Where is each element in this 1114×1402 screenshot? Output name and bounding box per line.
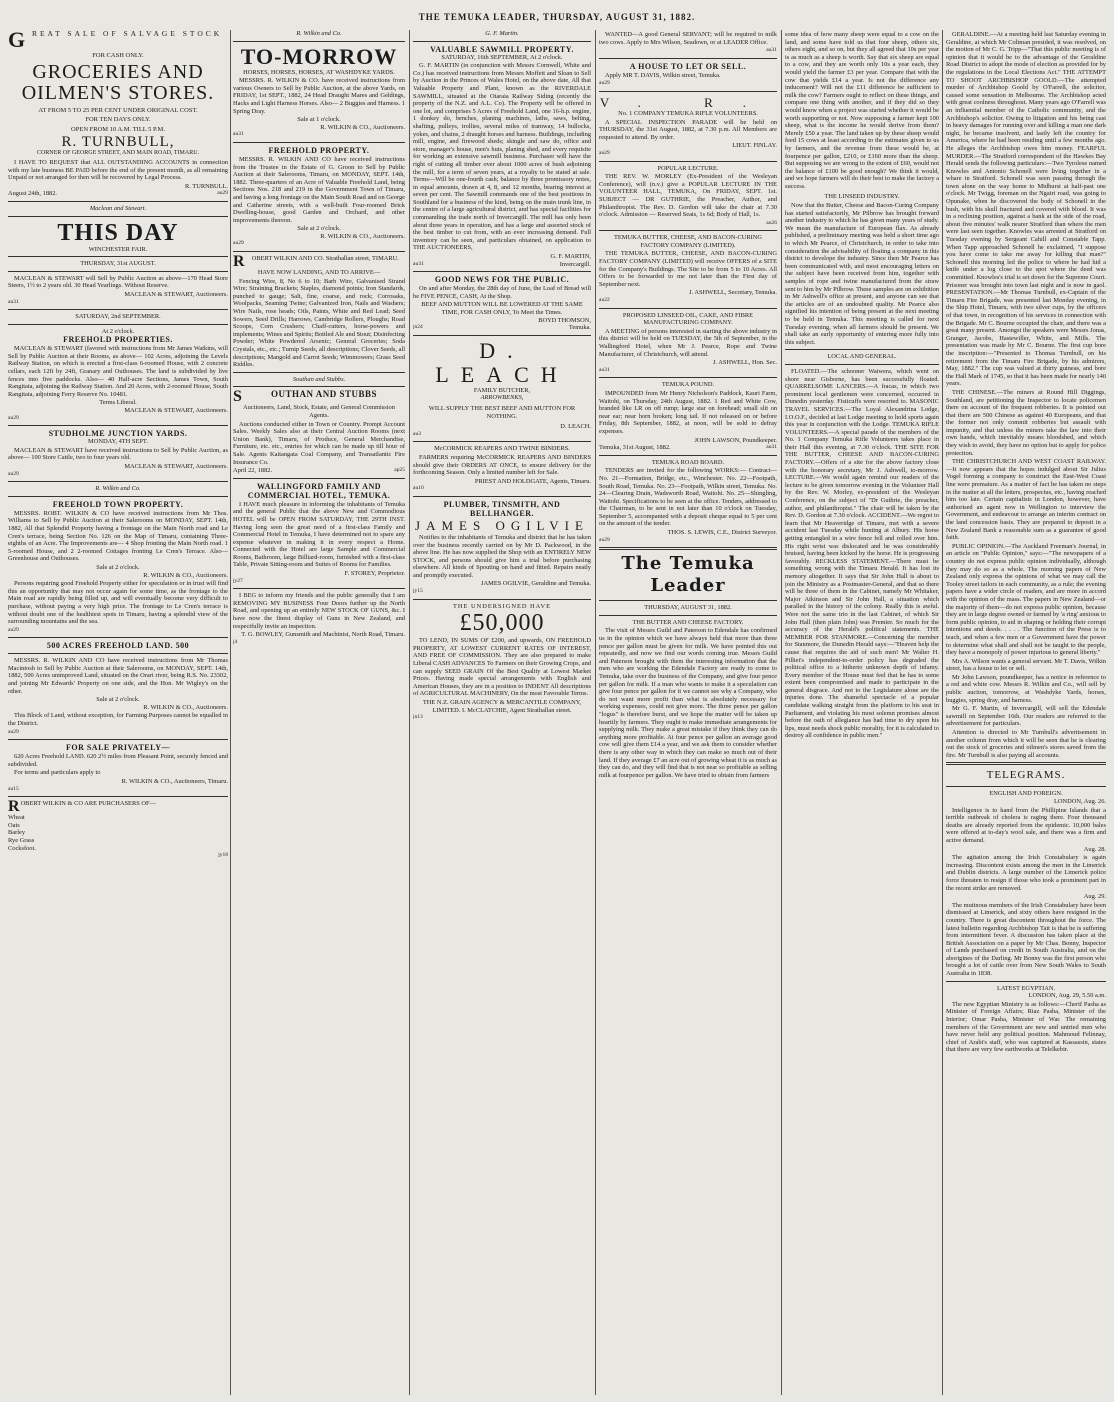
ad-line: OPEN FROM 10 A.M. TILL 5 P.M. [71, 125, 165, 133]
column-rule [409, 30, 410, 1395]
ad-body: MACLEAN & STEWART will Sell by Public Auction as above—170 Head Store Steers, 1½ to 2 years old. 30 Head Yearlings. Without Reserve. [8, 274, 228, 290]
product-list [8, 814, 228, 852]
article-title: THE LINSEED INDUSTRY. [824, 193, 900, 201]
ad-line: Sale at 2 o'clock. [96, 563, 140, 571]
ad-body: Persons requiring good Freehold Property either for speculation or in trust will find this an opportunity that may not occur again for some time, as the frontage to the Main road are rapidly being filled up, and will eventually become very difficult to purchase, without paying a very high price. The frontage to Le Cren's terrace is without doubt one of the healthiest spots in Timaru, having a splendid view of the surrounding mountains and the sea. [8, 580, 228, 626]
ad-line: Auctioneers, Land, Stock, Estate, and General Commission Agents. [243, 404, 395, 419]
ad-tag: jy15 [413, 588, 423, 595]
ad-body: For terms and particulars apply to [14, 769, 101, 777]
ad-title: OBERT WILKIN & CO ARE PURCHASERS OF— [20, 800, 156, 808]
column-5 [785, 30, 939, 1395]
ad-body: This Block of Land, without exception, for Farming Purposes cannot be equalled in the District. [8, 712, 228, 728]
ad-signature: T. G. BOWLEY, Gunsmith and Machinist, North Road, Timaru. [241, 631, 405, 639]
ad-title: OBERT WILKIN AND CO. Strathallan street, TIMARU. [251, 255, 399, 263]
ad-tag: jy27 [233, 577, 243, 584]
ad-groceries [8, 30, 228, 198]
ad-signature: R. WILKIN & CO., Auctioneers. [320, 123, 405, 131]
dateline: LONDON, Aug. 26. [1053, 798, 1106, 805]
ad-body: A SPECIAL INSPECTION PARADE will be held on THURSDAY, the 31st August, 1882, at 7.30 p.m. All Members are requested to attend. By order. [599, 118, 777, 141]
article-subtitle: ENGLISH AND FOREIGN. [989, 790, 1063, 798]
dropcap: R [8, 798, 20, 816]
ad-body: THE TEMUKA BUTTER, CHEESE, AND BACON-CURING FACTORY COMPANY (LIMITED) will receive OFFERS of a SITE for the Company's Buildings. The Site to be from 5 to 10 Acres. All Offers to be forwarded to me not later than the First day of September next. [599, 250, 777, 288]
ad-signature: LIEUT. FINLAY. [732, 142, 777, 150]
article-title: TELEGRAMS. [986, 769, 1066, 782]
ad-line: SATURDAY, 2nd SEPTEMBER. [75, 313, 161, 321]
ad-title: FREEHOLD PROPERTY. [268, 145, 370, 155]
ad-line: Invercargill. [559, 260, 591, 268]
ad-title: McCORMICK REAPERS AND TWINE BINDERS. [434, 445, 570, 453]
ad-tag: au29 [8, 414, 19, 421]
ad-body: Notifies to the inhabitants of Temuka and district that he has taken over the business recently carried on by Mr D. Packwood, in the above line. He has now supplied the Shop with an ENTIRELY NEW STOCK, and persons should give him a trial before purchasing elsewhere. All kinds of Spouting on hand and fitted. Repairs neatly and promptly executed. [413, 533, 591, 579]
ad-body: A MEETING of persons interested in starting the above industry in this district will be held on TUESDAY, the 5th of September, in the Wallingford Hotel, when Mr J. Pearce, Rope and Twine Manufacturer, of Christchurch, will attend. [599, 327, 777, 358]
ad-line: HORSES, HORSES, HORSES, AT WASHDYKE YARDS. [243, 68, 395, 76]
ad-tag: au31 [766, 444, 777, 451]
article-body: PUBLIC OPINION.—The Auckland Freeman's Journal, in an article on "Public Opinion," says:—"The newspapers of a country do not express public opinion individually, although they may do so as a whole. The morning papers of New Zealand only express the opinions of what we may call the Tooley street tailors in each community, as a rule; the evening papers have a wider circle of readers, and are more in accord with the opinion of the mass. The papers in New Zealand—or the majority of them—do not express public opinion, because they are in large degree owned or farmed by 'a ring' anxious to form public opinion, to aid in shaping or holding their corrupt intentions and deeds. . . . . The function of the Press is to teach, and when a few men or a Government have the power to determine what shall and shall not be taught to the people, they have a monopoly of power injurious to general liberty." [946, 542, 1106, 657]
ad-title: OUTHAN AND STUBBS [270, 389, 377, 400]
column-1 [8, 30, 228, 1395]
ad-title: PROPOSED LINSEED OIL, CAKE, AND FIBRE MANUFACTURING COMPANY. [622, 311, 754, 327]
ad-title: WALLINGFORD FAMILY AND COMMERCIAL HOTEL, TEMUKA. [247, 481, 391, 500]
ad-body: On and after Monday, the 28th day of June, the Loaf of Bread will be FIVE PENCE, CASH, At the Shop. [413, 285, 591, 300]
ad-line: Sale at 2 o'clock. [96, 696, 140, 704]
article-title: LATEST EGYPTIAN. [996, 984, 1056, 992]
section-header: R. Wilkin and Co. [296, 30, 342, 37]
column-rule [942, 30, 943, 1395]
ad-signature: D. LEACH. [560, 423, 591, 431]
ad-signature: R. TURNBULL. [184, 182, 228, 190]
section-header: R. Wilkin and Co. [95, 485, 141, 493]
ad-date: April 22, 1882. [233, 467, 273, 475]
ad-line: Sale at 1 o'clock. [297, 116, 341, 124]
ad-tag: au29 [599, 536, 610, 543]
ad-body: MESSRS. R. WILKIN AND CO have received instructions from Mr Thomas Macintosh to Sell by Public Auction at their Salerooms, on MONDAY, SEPT. 14th, 1882, 500 Acres unimproved Land, situated on the Orari river, being R.S. No. 23302, and joining Mr Edwards' Property on one side, and the Hon. Mr Wigley's on the other. [8, 657, 228, 695]
ad-signature: J. ASHWELL, Hon. Sec. [712, 359, 777, 367]
ad-signature: THE N.Z. GRAIN AGENCY & MERCANTILE COMPANY, LIMITED. I. McCLATCHIE, Agent Strathallan street. [422, 699, 582, 714]
ad-tag: au31 [413, 260, 424, 267]
list-item: Wheat [8, 814, 25, 822]
section-header: Maclean and Stewart. [89, 204, 147, 212]
dropcap: G [8, 30, 26, 52]
ad-signature: R. WILKIN & CO., Auctioneers. [143, 571, 228, 579]
ad-tag: jn13 [413, 714, 423, 721]
ad-title: THE UNDERSIGNED HAVE [453, 602, 551, 610]
issue-date: THURSDAY, AUGUST 31, 1882. [644, 604, 732, 612]
ad-title: 500 ACRES FREEHOLD LAND. 500 [46, 641, 190, 651]
ad-line: SATURDAY, 16th SEPTEMBER, At 2 o'clock. [441, 53, 563, 61]
ad-line: At 2 o'clock. [101, 327, 135, 335]
ad-title: FREEHOLD PROPERTIES. [63, 335, 173, 345]
ad-signature: JOHN LAWSON, Poundkeeper. [694, 436, 777, 444]
ad-line: Terms Liberal. [99, 399, 137, 407]
ad-body: TENDERS are invited for the following WORKS:— Contract— No. 21—Formation, Bridge, etc., Winchester. No. 22—Footpath, South Road, Temuka. No. 23—Footpath, Wilkin street, Temuka. No. 24—Clearing Drain, Wadsworth Road, Waitohi. No. 25—Shingling, Waitohi. Specifications to be seen at the office. Tenders, addressed to the Chairman, to be sent in not later than 10 o'clock on Tuesday, September 5, accompanied with a deposit cheque equal to 5 per cent on the amount of the tender. [599, 467, 777, 528]
ad-title: GOOD NEWS FOR THE PUBLIC. [434, 275, 570, 285]
ad-tag: au29 [8, 470, 19, 477]
ad-body: 620 Acres Freehold LAND. 620 2½ miles from Pleasant Point, securely fenced and subdivided. [8, 753, 228, 768]
column-2 [233, 30, 405, 1395]
ad-title: No. 1 COMPANY TEMUKA RIFLE VOLUNTEERS. [618, 109, 758, 117]
article-title: THE BUTTER AND CHEESE FACTORY. [632, 618, 744, 626]
section-header: Southan and Stubbs. [292, 375, 346, 383]
ad-body: I BEG to inform my friends and the public generally that I am REMOVING MY BUSINESS Four Doors further up the North Road, and opening up an entirely NEW STOCK OF GUNS, &c. I have now the finest display of Guns in New Zealand, and respectfully invite an inspection. [233, 592, 405, 630]
article-body: The new Egyptian Ministry is as follows:—Cherif Pasha as Minister of Foreign Affairs; Riaz Pasha, Minister of the Interior; Omar Pasha, Minister of War. The remaining members of the Government are new and untried men who have never held any political position. Mahmoud Felinnay, chief of Arabi's staff, who was captured at Kassassin, states that there are very few earthworks at Telelkebir. [946, 1000, 1106, 1054]
ad-body: Apply MR T. DAVIS, Wilkin street, Temuka. [605, 71, 721, 79]
ad-line: THURSDAY, 31st AUGUST. [80, 260, 156, 268]
ad-title: FOR SALE PRIVATELY— [65, 743, 171, 753]
article-body: THE CHRISTCHURCH AND WEST COAST RAILWAY.—It now appears that the hopes indulged about Sir Julius Vogel forming a company to construct the East-West Coast line were premature. As a matter of fact he has taken no steps in the matter at all the letters, prospectus, etc., having reached him too late. Certain capitalists in London, however, have authorised an agent now in Wellington to interview the Government, and endeavour to arrange an interim contract on the land concession basis. They are prepared to deposit in a New Zealand Bank a reasonable sum as a guarantee of good faith. [946, 458, 1106, 542]
ad-line: FOR TEN DAYS ONLY. [85, 116, 151, 124]
column-rule [230, 30, 231, 1395]
column-3 [413, 30, 591, 1395]
ad-signature: G. F. MARTIN, [550, 253, 591, 261]
ad-signature: R. WILKIN & CO., Auctioneers. [320, 232, 405, 240]
ad-body: FARMERS requiring McCORMICK REAPERS AND BINDERS should give their ORDERS AT ONCE, to ensure delivery for the forthcoming Season. Only a limited number left for Sale. [413, 453, 591, 477]
list-item: Barley [8, 829, 26, 837]
article-body: GERALDINE.—At a meeting held last Saturday evening in Geraldine, at which Mr Coltman presided, it was resolved, on the motion of Mr C. G. Tripp—"That this public meeting is of opinion that it would be to the advantage of the Geraldine Road District to adopt the mode of election as provided for by the regulations in the Local Elections Act." THE ATTEMPT TO SHOOT ARCHBISHOP GOOLD.—The attempted murder of Archbishop Goold by O'Farrell, the solicitor, caused some sensation in Melbourne. The Archbishop acted with great coolness throughout. Many years ago O'Farrell was an influential member of the Catholic community, and the Archbishop's solicitor. Owing to litigation and his being cast in heavy damages for running over and killing a man one dark night, he became insolvent, and lastly left the country for America, where he had been residing until a few months ago. He alleges the Archbishop owes him money. FEARFUL MURDER.—The Stratford correspondent of the Hawkes Bay Herald sends the following particulars:—Two Tyrolese named Knowles and Antonio Schonell were living together in a whare in Stratford. Schonell was seen passing through the town alone on the way home to Midhurst at half-past one o'clock. Mr Twigg, foreman on the Ngairi road, was going to Opunake, when he discovered the body of Schonell in the bush, with his skull fractured and covered with blood. It was in a reclining position, against a bank at the side of the road, about five minutes' walk nearer Stratford than where the men were last seen together. Knowles was arrested at Stratford on Tuesday evening by Sergeant Cahill and Constable Tapp. When Tapp approached Schonell he exclaimed, "I suppose you have come to take me away for killing that man?" Schonell this morning led the police to where he had hid a knife under a log close to the spot where the deed was committed. Knowles's trial is set down for the Supreme Court. Prisoner was brought into town last night and is now in gaol. PRESENTATION.—Mr Thomas Turnbull, ex-Captain of the Timaru Fire Brigade, was presented last Monday evening, in the Ship Hotel, Timaru, with two silver cups, by the officers of that town, in recognition of his services in connection with the Brigade. Mr C. Bourne occupied the chair, and there was a great many present. Amongst the speakers were Messrs Jonas, Granger, Jacobs, Hastewiller, White, and Mills. The presentation was made by Mr C. Bourne. The first cup bore the inscription:—"Presented to Thomas Turnbull, on his retirement from the Timaru Fire Brigade, by his admirers, May, 1882." The cup was valued at thirty guineas, and bore the Hall Mark of 1745, so that it has been made for nearly 140 years. [946, 31, 1106, 388]
dropcap: S [233, 388, 242, 406]
dateline: Aug. 29. [1083, 893, 1106, 901]
ad-body: MACLEAN & STEWART have received instructions to Sell by Public Auction, as above— 100 Store Cattle, two to four years old. [8, 446, 228, 462]
ad-body: I HAVE much pleasure in informing the inhabitants of Temuka and the general Public that the above New and Commodious HOTEL will be OPEN FROM SATURDAY, THE 29TH INST. Having long seen the great need of a first-class Family and Commercial Hotel in Temuka, I have determined not to spare any expense whatever in making it in every respect a Home. Connected with the Hotel are large Sample and Commercial Rooms, Bathroom, large Billiard-room, furnished with a first-class Table, Private Sitting-room and Suites of Rooms for Families. [233, 500, 405, 569]
column-6 [946, 30, 1106, 1395]
ad-name: R. TURNBULL, [61, 134, 175, 151]
ad-title: VALUABLE SAWMILL PROPERTY. [430, 44, 574, 54]
ad-line: Temuka. [568, 324, 591, 332]
list-item: Rye Grass [8, 836, 35, 844]
ad-tag: au10 [413, 485, 424, 492]
ad-line: WINCHESTER FAIR. [88, 245, 148, 253]
ad-tag: au29 [8, 728, 19, 735]
ad-tag: au31 [8, 298, 19, 305]
ad-title: D. LEACH [435, 337, 569, 387]
ad-tag: ap25 [394, 467, 405, 474]
ad-signature: MACLEAN & STEWART, Auctioneers. [124, 407, 228, 415]
ad-tag: au26 [766, 219, 777, 226]
dateline: LONDON, Aug. 29, 5.50 a.m. [1028, 992, 1106, 1000]
ad-signature: F. STOREY, Proprietor. [344, 570, 405, 578]
ad-title: TEMUKA BUTTER, CHEESE, AND BACON-CURING FACTORY COMPANY (LIMITED). [613, 234, 763, 249]
ad-signature: R. WILKIN & CO., Auctioneers, Timaru. [121, 778, 228, 785]
ad-tag: au31 [599, 366, 610, 373]
list-item: Cocksfoot. [8, 844, 36, 852]
ad-signature: MACLEAN & STEWART, Auctioneers. [124, 290, 228, 298]
column-4 [599, 30, 777, 1395]
ad-amount: £50,000 [459, 610, 545, 637]
dateline: Aug. 28. [1083, 845, 1106, 853]
ad-line: MONDAY, 4TH SEPT. [88, 438, 148, 446]
article-body: The mutinous members of the Irish Constabulary have been dismissed at Limerick, and sixty others have resigned in the country. There is great discontent throughout the force. The latest bulletin regarding Archbishop Tait is that he is suffering from intermittent fever. A discussion has taken place at the British Association on a paper by Mr Chas. Bonny, Inspector of Lands purchased on credit in South Australia, and on the aborigines of the Darling. Mr Bonny was the first person who brought a lot of cattle over from New South Wales to South Australia in 1838. [946, 901, 1106, 978]
ad-title: GROCERIES AND OILMEN'S STORES. [21, 60, 215, 104]
ad-body: I HAVE TO REQUEST that ALL OUTSTANDING ACCOUNTS in connection with my late business BE PAID before the end of the present month, as all remaining Unpaid or not arranged for then will be recovered by Legal Process. [8, 158, 228, 182]
article-body: Intelligence is to hand from the Phillipine Islands that a terrible outbreak of cholera is raging there. Four thousand deaths are already reported from the epidemic. 10,000 bales were offered at to-day's wool sale, and there was a firm and active demand. [946, 806, 1106, 844]
list-item: Oats [8, 821, 20, 829]
ad-subhead: FOR CASH ONLY. [92, 52, 144, 59]
ad-body: Fencing Wire, 8, No 6 to 10; Barb Wire, Galvanised Strand Wire; Straining Brackets; Staples, diamond points; Iron Standards, punched to gauge; Salt, fine, coarse, and rock; Corrosaks, Woolpacks, Seaming Twine; Galvanized Iron, Nails and Washers; Wire Nails, rose heads; Oils, Paints, White and Red Lead; Seed Sowers, Seed Drills; Harrows, Cambridge Rollers, Ploughs; Road Scoops, Corn Crushers; Chaff-cutters, horse-powers and implements; Wines and Spirits; Bottled Ale and Stout; Disinfecting Powder; White Powdered Arsenic; General Groceries; Soda Crystals, etc., etc.; Turnip Seeds, all descriptions; Clover Seeds, all descriptions; Mangold and Carrot Seeds; Wimmowers; Grass Seed Riddles. [233, 277, 405, 369]
ad-signature: PRIEST AND HOLDGATE, Agents, Timaru. [474, 477, 591, 485]
ad-tag: jn24 [413, 324, 423, 331]
ad-headline: REAT SALE OF SALVAGE STOCK [31, 30, 223, 38]
ad-line: HAVE NOW LANDING, AND TO ARRIVE— [257, 269, 381, 277]
ad-tag: au15 [8, 785, 19, 792]
ad-line: Sale at 2 o'clock. [297, 225, 341, 233]
ad-line: ARROWBENKS, [480, 394, 524, 402]
article-body: Mr John Lawson, poundkeeper, has a notice in reference to a red and white cow. Messrs R. Wilkin and Co., will sell by public auction, tomorrow, at Washdyke Yards, horses, buggies, spring dray, and harness. [946, 673, 1106, 704]
ad-body: Auctions conducted either in Town or Country. Prompt Account Sales. Weekly Sales also at their Central Auction Rooms (next Union Bank), Timaru, of Produce, General Merchandise, Furniture, etc. etc., entries for which can be made up till hour of Sale. Agents Kaitangata Coal Company, and Transatlantic Fire Insurance Co. [233, 420, 405, 466]
ad-signature: R. WILKIN & CO., Auctioneers. [143, 703, 228, 711]
ad-signature: JAMES OGILVIE, Geraldine and Temuka. [481, 580, 591, 588]
ad-tag: jy18 [218, 852, 228, 859]
ad-title: PLUMBER, TINSMITH, AND BELLHANGER. [443, 499, 561, 518]
article-title: LOCAL AND GENERAL. [827, 353, 897, 361]
ad-line: FAMILY BUTCHER, [473, 386, 531, 394]
ad-title: TO-MORROW [240, 43, 398, 69]
ad-body: WILL SUPPLY THE BEST BEEF AND MUTTON FOR NOTHING. [428, 404, 576, 420]
ad-tag: au31 [766, 47, 777, 54]
ad-tag: au29 [217, 190, 228, 197]
article-body: The agitation among the Irish Constabulary is again increasing. Discontent exists among the men in the Limerick and Dublin districts. A large number of the Limerick police force threaten to resign if those who took a prominent part in the recent strike are removed. [946, 854, 1106, 892]
ad-name: JAMES OGILVIE [415, 517, 589, 533]
crest: V. R. [599, 94, 777, 110]
ad-signature: THOS. S. LEWIS, C.E., District Surveyor. [667, 529, 777, 537]
article-body: The visit of Messrs Guild and Paterson to Edendale has confirmed us in the opinion which we have always held that more than three pence per gallon must be given for milk. We have pointed this out repeatedly, and now we find our words coming true. Messrs Guild and Paterson brought with them the interesting information that the men who are working the Edendale Factory are ready to come to Temuka, take over the business of the Company, and give four pence per gallon for milk. If a man who wants to make it a speculation can give four pence per gallon for it we cannot see why a Company, who do not want more profit than what is absolutely necessary for working expenses, could not give more. The three pence per gallon "logus" is therefore burst, and we hope the matter will be taken up heartily by farmers. They ought to make immediate arrangements for supplying milk. They make a great mistake if they think they can do anything more profitable. At four pence per gallon an average good cow will give them £14 a year, and we ask them to consider whether there is any other way in which they can make so much out of their land. If they average £7 an acre out of growing wheat it is as much as they can do, and they will find that is not near so profitable as selling milk at fourpence per gallon. We have tried to obtain from farmers [599, 627, 777, 779]
ad-body: IMPOUNDED from Mr Henry Nicholson's Paddock, Kauri Farm, Waitohi, on Thursday, 24th August, 1882. 1 Red and White Cow, branded like LR on off rump; large star on forehead; small slit on near ear; near horn broken; long tail. If not released on or before Friday, 8th September, 1882, at noon, will be sold to defray expenses. [599, 389, 777, 435]
ad-title: TEMUKA ROAD BOARD. [651, 458, 725, 466]
ad-title: FREEHOLD TOWN PROPERTY. [52, 499, 184, 509]
ad-line: AT FROM 5 TO 25 PER CENT UNDER ORIGINAL COST. [38, 106, 198, 114]
article-body: Attention is directed to Mr Turnbull's advertisement in another column from which it will be seen that he is clearing out the stock of groceries and oilmen's stores saved from the fire. Mr Turnbull is also paying all accounts. [946, 729, 1106, 759]
ad-tag: au22 [599, 297, 610, 304]
ad-title: A HOUSE TO LET OR SELL. [629, 61, 747, 71]
ad-date: Temuka, 31st August, 1882. [599, 444, 671, 452]
ad-body: THE REV. W. MORLEY (Ex-President of the Wesleyan Conference), will (n.v.) give a POPULAR LECTURE IN THE VOLUNTEER HALL, TEMUKA, On FRIDAY, SEPT. 1st. SUBJECT — DR GUTHRIE, the Preacher, Author, and Philanthropist. The Rev. D. Gordon will take the chair at 7.30 o'clock. Admission — Reserved Seats, 1s 6d; Body of Hall, 1s. [599, 173, 777, 219]
column-rule [595, 30, 596, 1395]
ad-body: MACLEAN & STEWART (favored with instructions from Mr James Watkins, will Sell by Public Auction at their Rooms, as above— 102 Acres, adjoining the Levels Railway Station, on which is erected a first-class 6-roomed House, with 2 concrete cellars, each 12ft by 24ft, Granary and Outhouses. The land is subdivided by live fences into five paddocks. Also— 40 Half-acre Sections, James Town, South Rangitata, adjoining the Railway Station. And 20 Acres, with 2-roomed House, South Rangitata, adjoining Ferry Reserve No. 10481. [8, 345, 228, 398]
ad-tag: au29 [8, 626, 19, 633]
dropcap: R [233, 253, 245, 271]
ad-date: August 24th, 1882. [8, 190, 57, 198]
ad-body: WANTED—A good General SERVANT; will be required to milk two cows. Apply to Mrs Wilson, Seadown, or at LEADER Office. [599, 31, 777, 46]
ad-title: POPULAR LECTURE. [657, 164, 719, 172]
ad-body: G. F. MARTIN (in conjunction with Messrs Cornwell, White and Co.) has received instructions from Messrs Moffett and Sloan to Sell by Auction in the Princes of Wales Hotel, on the above date, All that Valuable Property and Plant, known as the RIVERDALE SAWMILL, situated at the Otaraia Railway Siding (recently the property of the N.Z. and A.L. Co). The Property will be offered in one lot, and comprises 5 Acres of Freehold Land, one 16-h.p. engine, 1 donkey do, benches, planing machines, laths, saws, belting, shafting, pulleys, trollies, several miles of tramway, 14 bullocks, yokes, and chains, 2 draught horses and harness. Buildings, including mill, engine, and firewood sheds; skingle and saw do, office and store, manager's house, men's huts, planing shed, and every requisite for working an extensive sawmill business. Purchaser will have the right of cutting all timber over about 1000 acres of bush adjoining the mill, for a term of seven years, at a royalty to be stated at sale. Terms—Will be one-fourth cash; balance by three promissory notes, in equal amounts, drawn at 4, 8, and 12 months, bearing interest at seven per cent. The Sawmill commands one of the best positions in Southland for a business of the kind, being on the main trunk line, in the centre of a large agricultural district, and has special facilities for commanding the trade north of Invercargill. The mill has only been about three years in operation, and has a large and assorted stock of the best timber to cut from, with an ever increasing demand. Full inventory can be seen, and particulars obtained, on application to THE AUCTIONEERS, [413, 62, 591, 252]
masthead: THE TEMUKA LEADER, THURSDAY, AUGUST 31, 1882. [418, 12, 696, 22]
ad-body: MESSRS. ROBT. WILKIN & CO have received instructions from Mr Thos. Williams to Sell by Public Auction at their Salerooms on MONDAY, SEPT. 14th, 1882, All that Splendid Property having a frontage on the Main North road and Le Cren's terrace, being Section No. 126 on the Map of Timaru, containing Three-eighths of an Acre. The Improvements are— 4 Shop fronting the Main North road. 1 5-roomed House, and 2 2-roomed Cottages fronting Le Cren's Terrace. Also— Greenhouse and Outhouses. [8, 509, 228, 563]
ad-line: BEEF AND MUTTON WILL BE LOWERED AT THE SAME TIME, FOR CASH ONLY, To Meet the Times. [421, 301, 583, 316]
article-body: Now that the Butter, Cheese and Bacon-Curing Company has started satisfactorily, Mr Pilbrow has brought forward another industry to which he has given many years of study. We mean the manufacture of European flax. As already published, a preliminary meeting was held a short time ago to which Mr Pearce, of Christchurch, in order to take into consideration the advisability of floating a company in this district to develope the industry. Since then Mr Pearce has been communicated with, and most encouraging letters on the subject have been received from him, together with samples of rope and twine manufactured from the straw sent to him by Mr Pilbrow. These samples are on exhibition in Mr Ashwell's office at present, and anyone can see that the articles are of an undoubted quality. Mr Pearce also signified his intention of being present at the next meeting to be held in Temuka. This meeting is called for next Tuesday evening, when all farmers should be present. We shall take an early opportunity of entering more fully into this subject. [785, 202, 939, 346]
article-body: Mrs A. Wilson wants a general servant. Mr T. Davis, Wilkin street, has a house to let or sell. [946, 657, 1106, 673]
ad-tag: au29 [233, 240, 244, 247]
ad-line: CORNER OF GEORGE STREET, AND MAIN ROAD, TIMARU. [36, 150, 200, 157]
ad-title: THIS DAY [57, 219, 179, 246]
article-body: FLOATED.—The schooner Waiwera, which went on shore near Gisborne, has been successfully floated. QUARRELSOME LANCERS.—A fracas, in which two prominent local gentlemen were concerned, occurred in Dunedin yesterday. Fisticuffs were resorted to. MASONIC TRAVEL SERVICES.—The Loyal Alexandrina Lodge, I.O.O.F., decided at last Lodge meeting to hold sports again this year in conjunction with the Lodge. TEMUKA RIFLE VOLUNTEERS.—A special parade of the members of the No. 1 Company Temuka Rifle Volunteers takes place in their Hall this evening, at 7.30 o'clock. THE SITE FOR THE BUTTER, CHEESE AND BACON-CURING FACTORY.—Offers of a site for the above factory close with the honorary secretary, Mr J. Ashwell, to-morrow. LECTURE.—We would again remind our readers of the lecture to be given tomorrow evening in the Volunteer Hall by the Rev. W. Morley, ex-president of the Wesleyan Conference, on the subject of "Dr Guthrie, the preacher, author, and philanthropist." The chair will be taken by the Rev. D. Gordon at 7.30 o'clock. ACCIDENT.—We regret to learn that Mr Heaveridge of Timaru, met with a severe accident last Tuesday while hunting at Albury. His horse getting entangled in a wire fence fell and rolled over him. His right wrist was dislocated and he was considerably bruised, having been kicked by the horse. He is progressing favorably. RECKLESS STATEMENT.—There must be something wrong with the Timaru Herald. It has lost its memory altogether. It says that Sir John Hall is about to join the Ministry as a Postmaster-General, and that so there will be three of them in the Cabinet, namely Mr Whitaker, Major Atkinson and Sir John Hall, a situation which paralled in the history of the colony. Really this is awful. Were not the same trio in the last Cabinet, of which Sir John Hall (then plain John) was Premier. So much for the accuracy of the Herald's political statements. THE MEMBER FOR STANMORE.—Concerning the member for Stanmore, the Dunedin Herald says:—"Heaven help the cause that requires the aid of such men! Mr Walter H. Pilliet's independent-to-order policy has degraded the political office to a hitherto unknown depth of infamy. Every member of the House must feel that he has to some extent been compromised and made to participate in the general disgrace. And not to the Legislature alone are the injuries done. The shameful spectacle of a popular candidate walking straight from the platform to his seat in Parliament, and violating his most solemn promises almost before the oath of allegiance has had time to dry upon his lips, must needs shock public morality, for it is calculated to destroy all confidence in public men." [785, 367, 939, 740]
column-rule [781, 30, 782, 1395]
ad-signature: J. ASHWELL, Secretary, Temuka. [689, 289, 777, 297]
ad-signature: MACLEAN & STEWART, Auctioneers. [124, 463, 228, 470]
article-body: some idea of how many sheep were equal to a cow on the land, and some have told us that four sheep, others six, others eight, and so on, but they all agreed that 10s per year is as much as a sheep is worth. Say that six sheep are equal to a cow, and they are worth only 10s a year each, they would yield the farmer £3 per year. Compare that with the cow that yields £14 a year. Is not the difference any inducement? Will not the £11 difference be sufficient to milk the cow? Farmers ought to reflect on these things, and compare one thing with another, and if they did so they would know when a project was started whether it would be worth supporting or not. Now supposing a farmer kept 100 sheep, what is the income he would derive from them? Merely £50 a year. The land taken up by these sheep would feed 15 cows at least according to the estimates given to us by farmers, and the revenue from these would be, at fourpence per gallon, £210, or £160 more than the sheep. But supposing we are wrong to the extent of £60, would not the balance of £100 be good enough? We think it would, and we hope farmers will do their best to make the factory a success. [785, 31, 939, 190]
ad-tag: au31 [233, 131, 244, 138]
ad-tag: au29 [599, 80, 610, 87]
ad-tag: j4 [233, 638, 238, 645]
ad-tag: au29 [599, 149, 610, 156]
article-body: Mr G. F. Martin, of Invercargill, will sell the Edendale sawmill on September 16th. Our readers are referred to the advertisement for particulars. [946, 705, 1106, 728]
ad-body: TO LEND, IN SUMS OF £200, and upwards, ON FREEHOLD PROPERTY, AT LOWEST CURRENT RATES OF INTEREST, AND FREE OF COMMISSION. They are also prepared to make Liberal CASH ADVANCES To Farmers on their Growing Crops, and can supply SEED GRAIN Of the Best Quality at Lowest Market Prices. Having made special arrangements with English and American Houses, they are in a position to INDENT All descriptions of AGRICULTURAL MACHINERY, On the most Favorable Terms. [413, 637, 591, 698]
ad-tag: au3 [413, 430, 421, 437]
section-header: G. F. Martin. [485, 30, 519, 37]
ad-body: MESSRS. R. WILKIN & CO. have received instructions from various Owners to Sell by Public Auction, at the above Yards, on FRIDAY, 1st SEPT., 1882, 24 Head Draught Mares and Geldings, Hacks and Light Harness Horses. Also— 2 Buggies and Harness. 1 Spring Dray. [233, 77, 405, 115]
ad-title: STUDHOLME JUNCTION YARDS. [48, 429, 188, 439]
article-body: THE CHINESE.—The miners at Round Hill Diggings, Southland, are petitioning the Inspector to locate policemen there on account of the frequent robberies. It is pointed out that there are 500 Chinese as against 40 Europeans, and that the former not only commit robberies but assault with impunity, and that unless the miners take the law into their own hands, which inevitably means bloodshed, and which they wish to avoid, they have no option but to apply for police protection. [946, 388, 1106, 457]
ad-signature: BOYD THOMSON, [538, 316, 591, 324]
ad-title: TEMUKA POUND. [661, 381, 715, 389]
newspaper-title: The Temuka Leader [621, 553, 755, 597]
ad-body: MESSRS. R. WILKIN AND CO have received instructions from the Trustee in the Estate of G. Groon to Sell by Public Auction at their Salerooms, Timaru, on MONDAY, SEPT. 14th, 1882. Three-quarters of an Acre of Valuable Freehold Land, being Sections Nos. 218 and 219 in the Government Town of Timaru, and having a long frontage on the Main South Road and on George and Catherine streets, with a well-built Four-roomed Brick Dwelling-house, good Garden and Orchard, and other improvements thereon. [233, 155, 405, 224]
